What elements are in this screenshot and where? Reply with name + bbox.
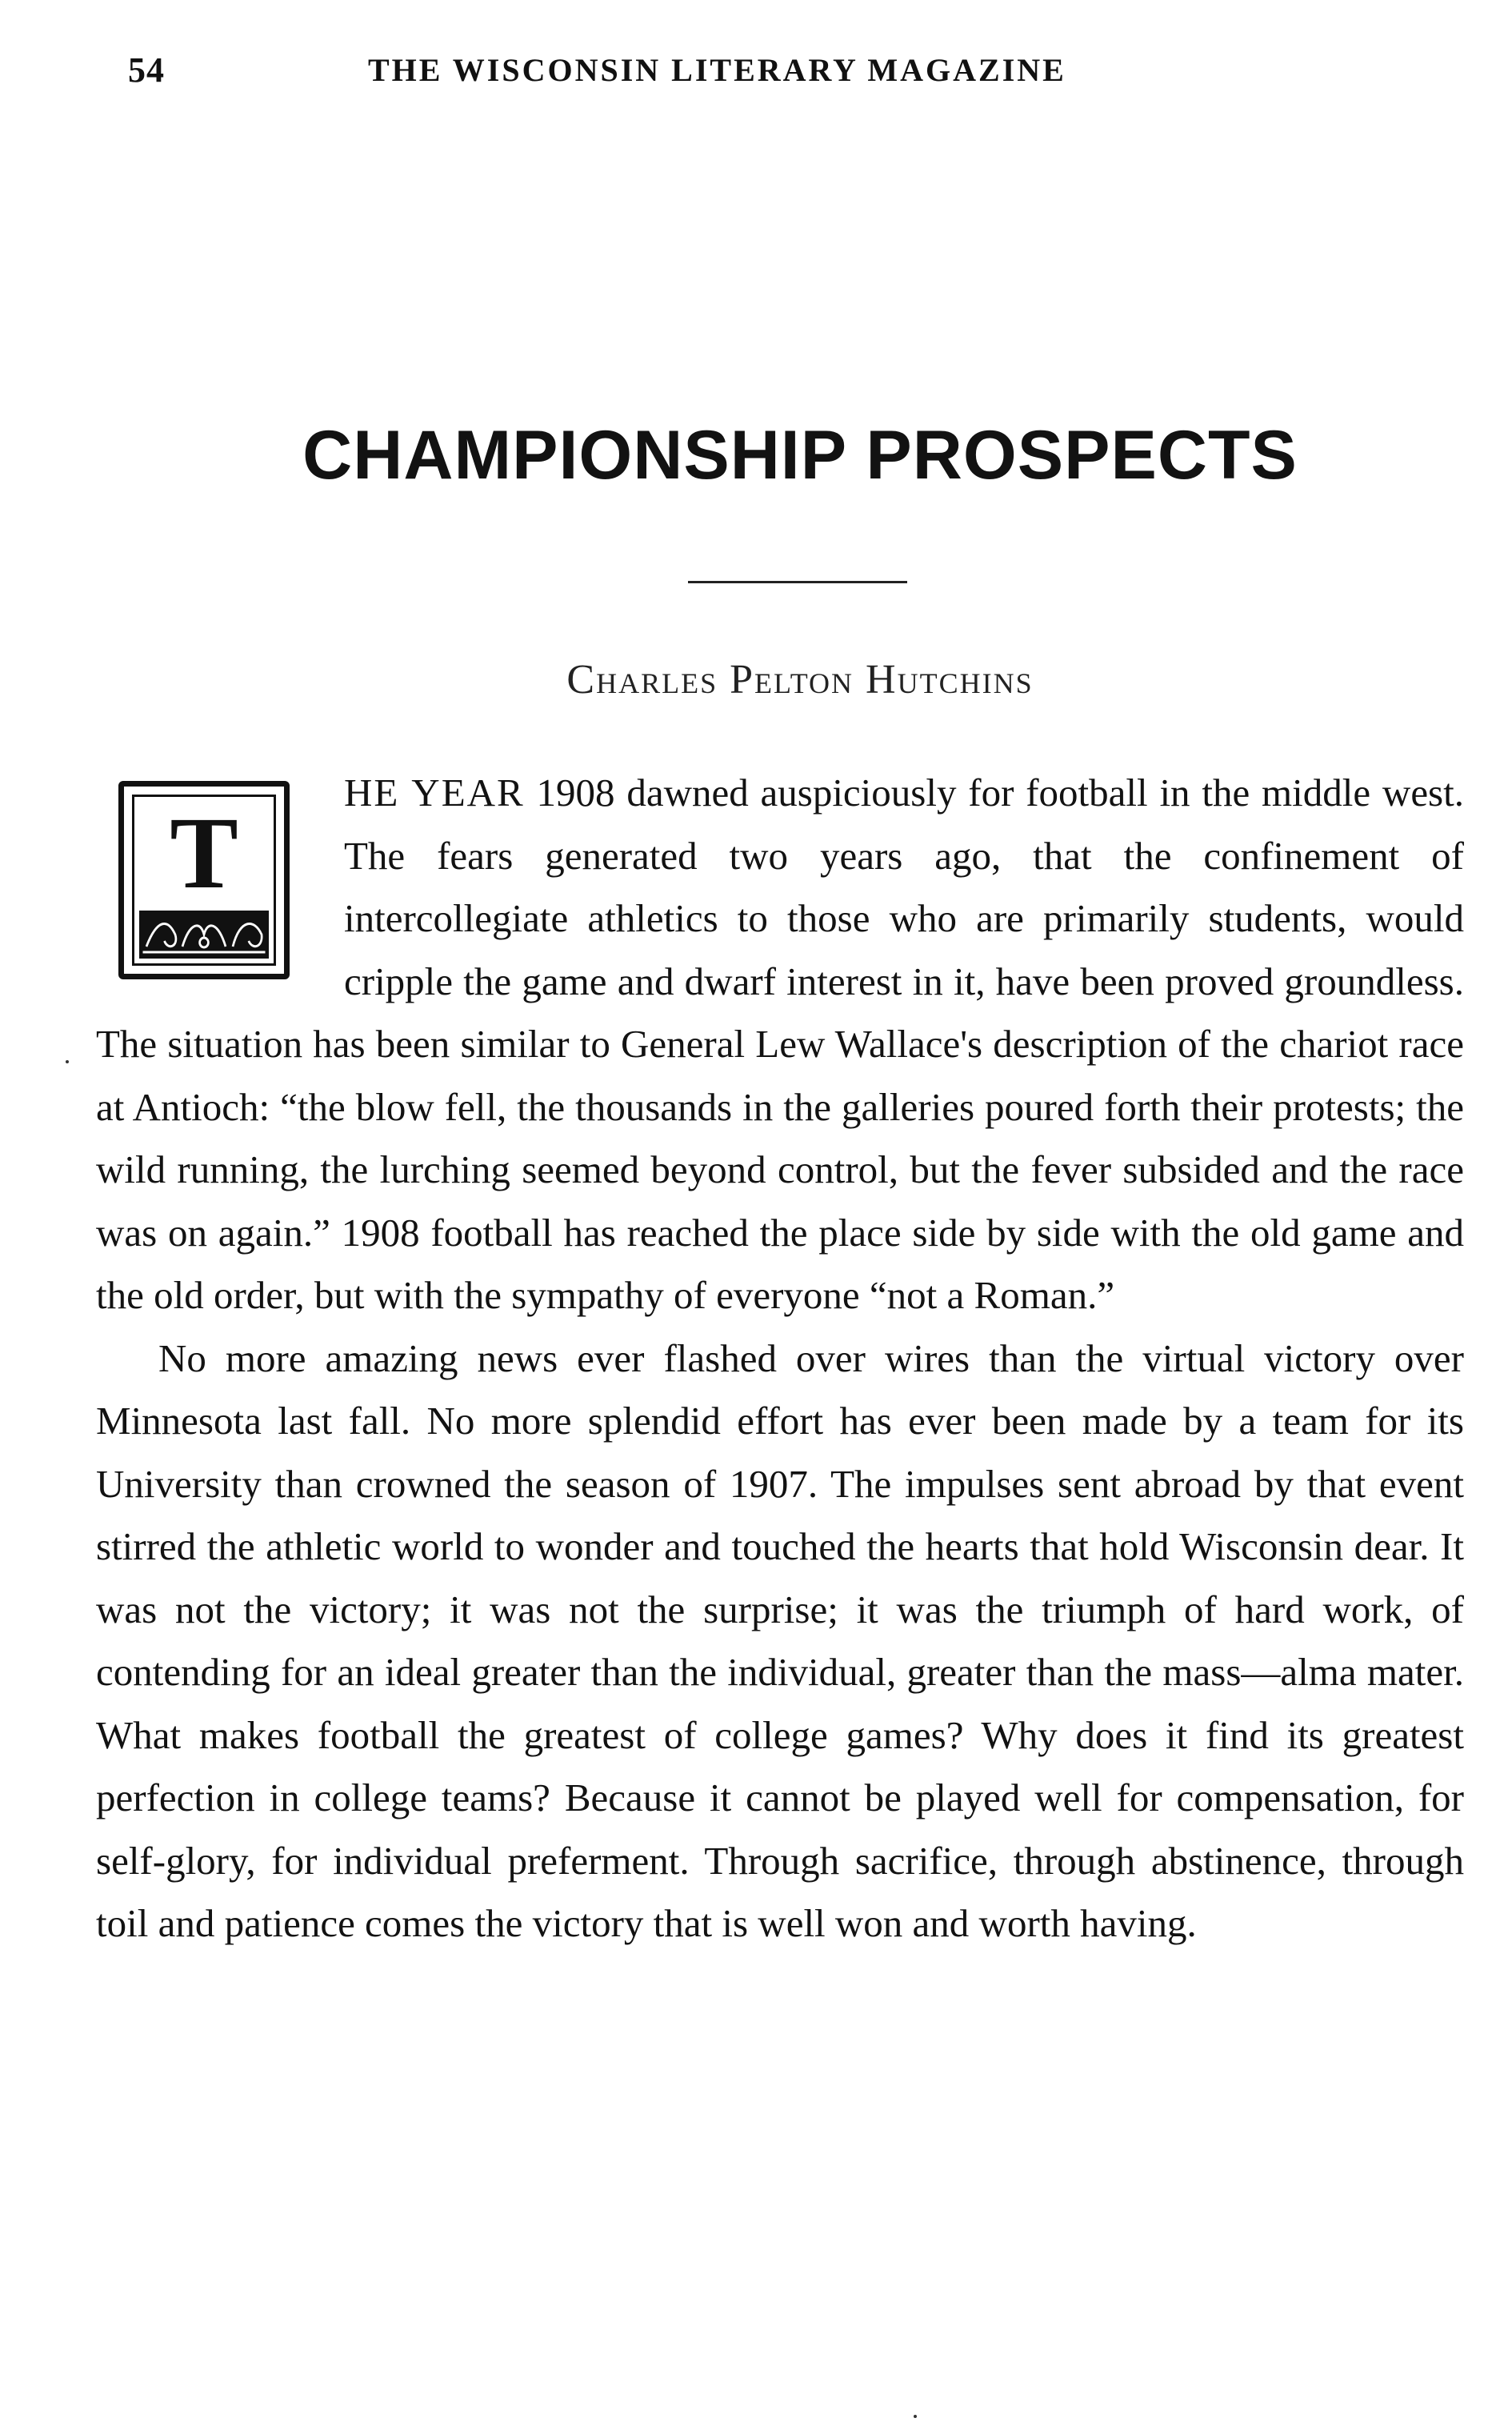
paragraph-1 [96,762,1464,1327]
paragraph-2: No more amazing news ever flashed over wires than the virtual victory over Minnesota last fall. No more splendid effort has ever been made by a team for its University than crowned the season of 1907. The impulses sent abroad by that event stirred the athletic world to wonder and touched the hearts that hold Wisconsin dear. It was not the victory; it was not the surprise; it was the triumph of hard work, of contending for an ideal greater than the individual, greater than the mass—alma mater. What makes football the greatest of college games? Why does it find its greatest perfection in college teams? Because it cannot be played well for compensation, for self-glory, for individual preferment. Through sacrifice, through abstinence, through toil and patience comes the victory that is well won and worth having. [96,1335,1464,1945]
magazine-title: THE WISCONSIN LITERARY MAGAZINE [368,52,1066,88]
author-byline: Charles Pelton Hutchins [566,657,1034,703]
drop-cap-letter: T [170,796,238,910]
article-body [96,762,1464,1956]
drop-cap-spacer [96,762,344,1002]
paragraph-1-lead: HE YEAR [344,771,525,815]
running-head [128,50,1264,98]
stray-print-mark [66,1060,69,1063]
title-divider [688,581,907,583]
article-title: CHAMPIONSHIP PROSPECTS [302,417,1298,494]
paragraph-1-text: 1908 dawned auspiciously for football in the middle west. The fears generated two years ago, that the confinement of intercollegiate athletics to those who are primarily students, would cripple the game and dwarf interest in it, have been proved groundless. The situation has been similar to General Lew Wallace's description of the chariot race at Antioch: “the blow fell, the thousands in the galleries poured forth their protests; the wild running, the lurching seemed beyond control, but the fever subsided and the race was on again.” 1908 football has reached the place side by side with the old game and the old order, but with the sympathy of everyone “not a Roman.” [96,771,1464,1317]
stray-print-mark [914,2415,917,2418]
page-number: 54 [128,50,165,90]
